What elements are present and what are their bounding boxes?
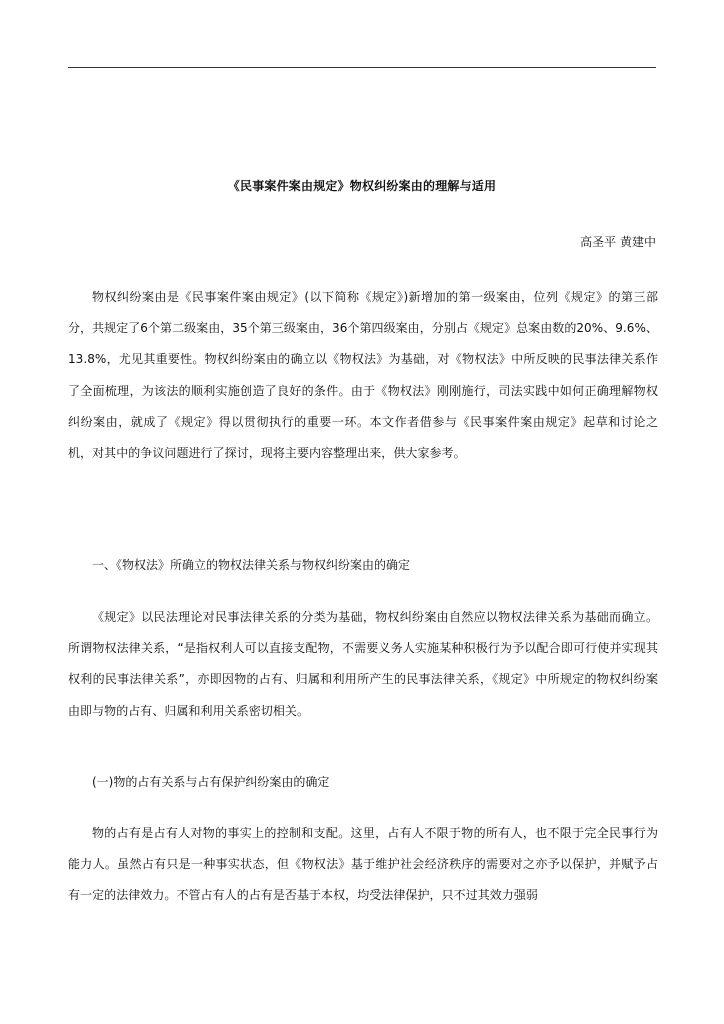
document-authors: 高圣平 黄建中 bbox=[580, 235, 656, 249]
body-paragraph: 《规定》以民法理论对民事法律关系的分类为基础，物权纠纷案由自然应以物权法律关系为基础而确立。所谓物权法律关系，“是指权利人可以直接支配物，不需要义务人实施某种积极行为予以配合即可行使并实现其权利的民事法律关系”，亦即因物的占有、归属和利用所产生的民事法律关系，《规定》中所规定的物权纠纷案由即与物的占有、归属和利用关系密切相关。 bbox=[68, 610, 658, 718]
body-paragraph: 物的占有是占有人对物的事实上的控制和支配。这里，占有人不限于物的所有人，也不限于完全民事行为能力人。虽然占有只是一种事实状态，但《物权法》基于维护社会经济秩序的需要对之亦予以保护，并赋予占有一定的法律效力。不管占有人的占有是否基于本权，均受法律保护，只不过其效力强弱 bbox=[68, 826, 658, 903]
section-heading: 一、《物权法》所确立的物权法律关系与物权纠纷案由的确定 bbox=[92, 558, 411, 572]
document-title: 《民事案件案由规定》物权纠纷案由的理解与适用 bbox=[227, 179, 497, 193]
subsection-heading: (一)物的占有关系与占有保护纠纷案由的确定 bbox=[92, 775, 330, 789]
intro-paragraph: 物权纠纷案由是《民事案件案由规定》(以下简称《规定》)新增加的第一级案由，位列《规定》的第三部分，共规定了6个第二级案由，35个第三级案由，36个第四级案由，分别占《规定》总案由数的20%、9.6%、13.8%，尤见其重要性。物权纠纷案由的确立以《物权法》为基础，对《物权法》中所反映的民事法律关系作了全面梳理，为该法的顺利实施创造了良好的条件。由于《物权法》刚刚施行，司法实践中如何正确理解物权纠纷案由，就成了《规定》得以贯彻执行的重要一环。本文作者借参与《民事案件案由规定》起草和讨论之机，对其中的争议问题进行了探讨，现将主要内容整理出来，供大家参考。 bbox=[68, 290, 658, 461]
header-rule bbox=[68, 67, 656, 68]
